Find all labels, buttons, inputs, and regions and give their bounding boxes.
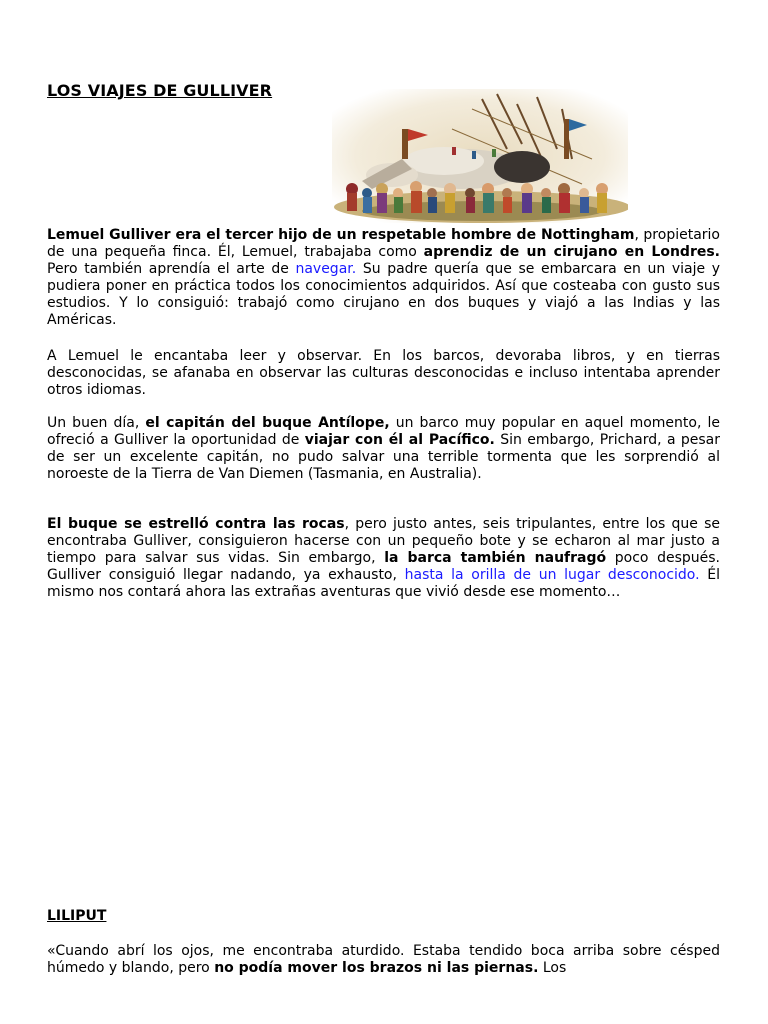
bold-text: aprendiz de un cirujano en Londres. bbox=[423, 244, 720, 260]
body-text: , propietario de una pequeña finca. Él, Lemuel, trabajaba como bbox=[47, 227, 720, 260]
paragraph-shipwreck bbox=[47, 516, 720, 601]
body-text: , pero justo antes, seis tripulantes, entre los que se encontraba Gulliver, consiguieron hacerse con un pequeño bote y se echaron al mar justo a tiempo para salvar sus vidas. Sin embargo, bbox=[47, 516, 720, 566]
bold-text: El buque se estrelló contra las rocas bbox=[47, 516, 345, 532]
document-title: LOS VIAJES DE GULLIVER bbox=[47, 81, 273, 100]
section-title-liliput: LILIPUT bbox=[47, 908, 107, 924]
paragraph-intro bbox=[47, 227, 720, 329]
paragraph-liliput bbox=[47, 943, 720, 977]
body-text: Su padre quería que se embarcara en un viaje y pudiera poner en práctica todos los conocimientos adquiridos. Así que costeaba con gusto sus estudios. Y lo consiguió: trabajó como cirujano en dos buques y viajó a las Indias y las Américas. bbox=[47, 261, 720, 328]
link-navegar[interactable]: navegar. bbox=[295, 261, 357, 277]
body-text: Pero también aprendía el arte de bbox=[47, 261, 296, 277]
body-text: Los bbox=[538, 960, 567, 976]
paragraph-reading bbox=[47, 348, 720, 399]
body-text: Sin embargo, Prichard, a pesar de ser un excelente capitán, no pudo salvar una terrible tormenta que les sorprendió al noroeste de la Tierra de Van Diemen (Tasmania, en Australia). bbox=[47, 432, 721, 482]
body-text: un barco muy popular en aquel momento, le ofreció a Gulliver la oportunidad de bbox=[47, 415, 720, 448]
bold-text: viajar con él al Pacífico. bbox=[304, 432, 495, 448]
bold-text: el capitán del buque Antílope, bbox=[145, 415, 390, 431]
bold-text: Lemuel Gulliver era el tercer hijo de un respetable hombre de Nottingham bbox=[47, 227, 635, 243]
paragraph-antilope bbox=[47, 415, 720, 483]
bold-text: la barca también naufragó bbox=[384, 550, 607, 566]
body-text: A Lemuel le encantaba leer y observar. En los barcos, devoraba libros, y en tierras desconocidas, se afanaba en observar las culturas desconocidas e incluso intentaba aprender otros idiomas. bbox=[47, 348, 720, 398]
body-text: «Cuando abrí los ojos, me encontraba aturdido. Estaba tendido boca arriba sobre césped húmedo y blando, pero bbox=[47, 943, 720, 976]
link-orilla[interactable]: hasta la orilla de un lugar desconocido. bbox=[404, 567, 700, 583]
body-text: Él mismo nos contará ahora las extrañas aventuras que vivió desde ese momento… bbox=[47, 567, 720, 600]
bold-text: no podía mover los brazos ni las piernas. bbox=[214, 960, 539, 976]
body-text: Un buen día, bbox=[47, 415, 146, 431]
gulliver-illustration bbox=[332, 89, 628, 223]
body-text: poco después. Gulliver consiguió llegar nadando, ya exhausto, bbox=[47, 550, 720, 583]
